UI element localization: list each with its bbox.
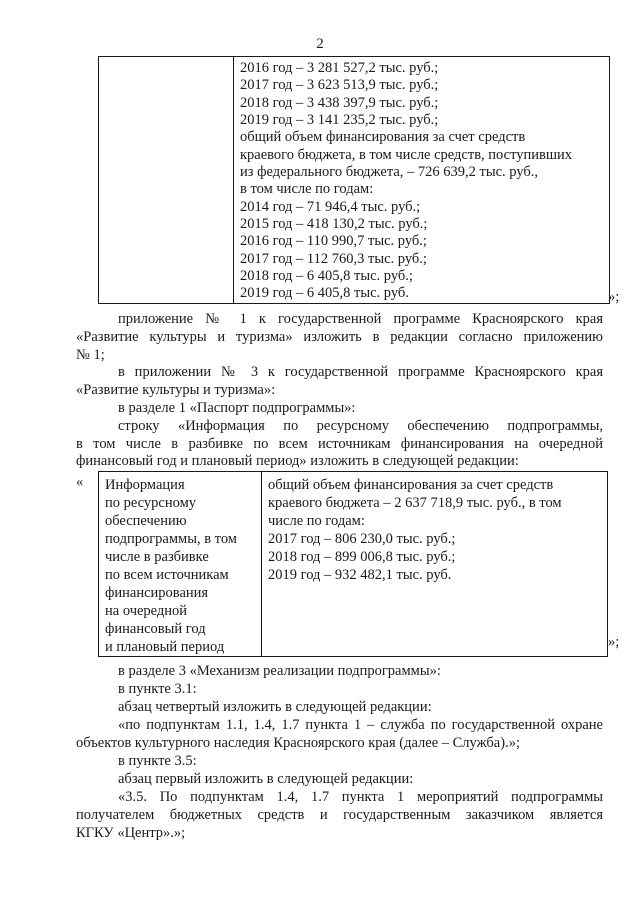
value-line: 2018 год – 899 006,8 тыс. руб.; — [268, 549, 456, 565]
empty-left-cell — [99, 57, 234, 304]
paragraph-row-line3: финансовый год и плановый период» изложить в следующей редакции: — [76, 453, 519, 469]
value-line: 2017 год – 806 230,0 тыс. руб.; — [268, 531, 456, 547]
resource-info-value-cell — [262, 472, 608, 657]
value-line: общий объем финансирования за счет средств — [268, 477, 554, 493]
table-line: 2019 год – 3 141 235,2 тыс. руб.; — [240, 112, 439, 129]
table-line: краевого бюджета, в том числе средств, поступивших — [240, 146, 573, 163]
value-line: 2019 год – 932 482,1 тыс. руб. — [268, 567, 452, 583]
label-line: на очередной — [105, 603, 188, 619]
table-line: 2017 год – 112 760,3 тыс. руб.; — [240, 250, 427, 267]
table-line: 2018 год – 6 405,8 тыс. руб.; — [240, 268, 413, 285]
paragraph-appendix3-line2: «Развитие культуры и туризма»: — [76, 382, 276, 398]
paragraph-fourth-abzac: абзац четвертый изложить в следующей редакции: — [118, 699, 432, 715]
table-line: в том числе по годам: — [240, 181, 374, 198]
label-line: по ресурсному — [105, 495, 197, 511]
label-line: числе в разбивке — [105, 549, 209, 565]
table-line: 2016 год – 3 281 527,2 тыс. руб.; — [240, 60, 439, 76]
paragraph-row-line2: в том числе в разбивке по всем источникам финансирования на очередной — [76, 436, 603, 452]
paragraph-appendix1-line3: № 1; — [76, 347, 105, 363]
label-line: финансовый год — [105, 621, 206, 637]
paragraph-item31: в пункте 3.1: — [118, 681, 197, 697]
paragraph-quote1-line1: «по подпунктам 1.1, 1.4, 1.7 пункта 1 – служба по государственной охране — [118, 717, 603, 733]
table-line: 2016 год – 110 990,7 тыс. руб.; — [240, 233, 427, 250]
paragraph-quote1-line2: объектов культурного наследия Красноярского края (далее – Служба).»; — [76, 735, 520, 751]
paragraph-appendix3-line1: в приложении № 3 к государственной программе Красноярского края — [118, 364, 603, 380]
table2-closing-quote: »; — [608, 634, 620, 650]
label-line: по всем источникам — [105, 567, 229, 583]
label-line: подпрограммы, в том — [105, 531, 237, 547]
paragraph-appendix1-line2: «Развитие культуры и туризма» изложить в редакции согласно приложению — [76, 329, 603, 345]
table2-opening-quote: « — [76, 474, 84, 490]
label-line: финансирования — [105, 585, 209, 601]
financing-table-continued — [98, 56, 610, 304]
table-line: общий объем финансирования за счет средств — [240, 129, 526, 146]
paragraph-quote2-line2: получателем бюджетных средств и государственным заказчиком является — [76, 807, 603, 823]
paragraph-first-abzac: абзац первый изложить в следующей редакции: — [118, 771, 414, 787]
table-line: 2017 год – 3 623 513,9 тыс. руб.; — [240, 77, 439, 94]
value-line: краевого бюджета – 2 637 718,9 тыс. руб., в том — [268, 495, 562, 511]
table-line: 2018 год – 3 438 397,9 тыс. руб.; — [240, 94, 439, 111]
table-line: 2015 год – 418 130,2 тыс. руб.; — [240, 216, 428, 233]
table-line: 2014 год – 71 946,4 тыс. руб.; — [240, 198, 421, 215]
table-line: из федерального бюджета, – 726 639,2 тыс. руб., — [240, 164, 539, 181]
paragraph-item35: в пункте 3.5: — [118, 753, 197, 769]
paragraph-row-line1: строку «Информация по ресурсному обеспечению подпрограммы, — [118, 418, 603, 434]
table1-closing-quote: »; — [608, 289, 620, 305]
label-line: обеспечению — [105, 513, 187, 529]
paragraph-quote2-line3: КГКУ «Центр».»; — [76, 825, 186, 841]
resource-info-table — [98, 471, 608, 657]
paragraph-section1: в разделе 1 «Паспорт подпрограммы»: — [118, 400, 356, 416]
label-line: Информация — [105, 477, 185, 493]
paragraph-appendix1-line1: приложение № 1 к государственной программе Красноярского края — [118, 311, 603, 327]
table-line: 2019 год – 6 405,8 тыс. руб. — [240, 285, 409, 302]
paragraph-quote2-line1: «3.5. По подпунктам 1.4, 1.7 пункта 1 мероприятий подпрограммы — [118, 789, 603, 805]
value-line: числе по годам: — [268, 513, 365, 529]
paragraph-section3: в разделе 3 «Механизм реализации подпрограммы»: — [118, 663, 441, 679]
financing-values-cell — [234, 57, 610, 304]
page-number: 2 — [316, 36, 324, 52]
label-line: и плановый период — [105, 639, 225, 655]
resource-info-label-cell — [99, 472, 262, 657]
